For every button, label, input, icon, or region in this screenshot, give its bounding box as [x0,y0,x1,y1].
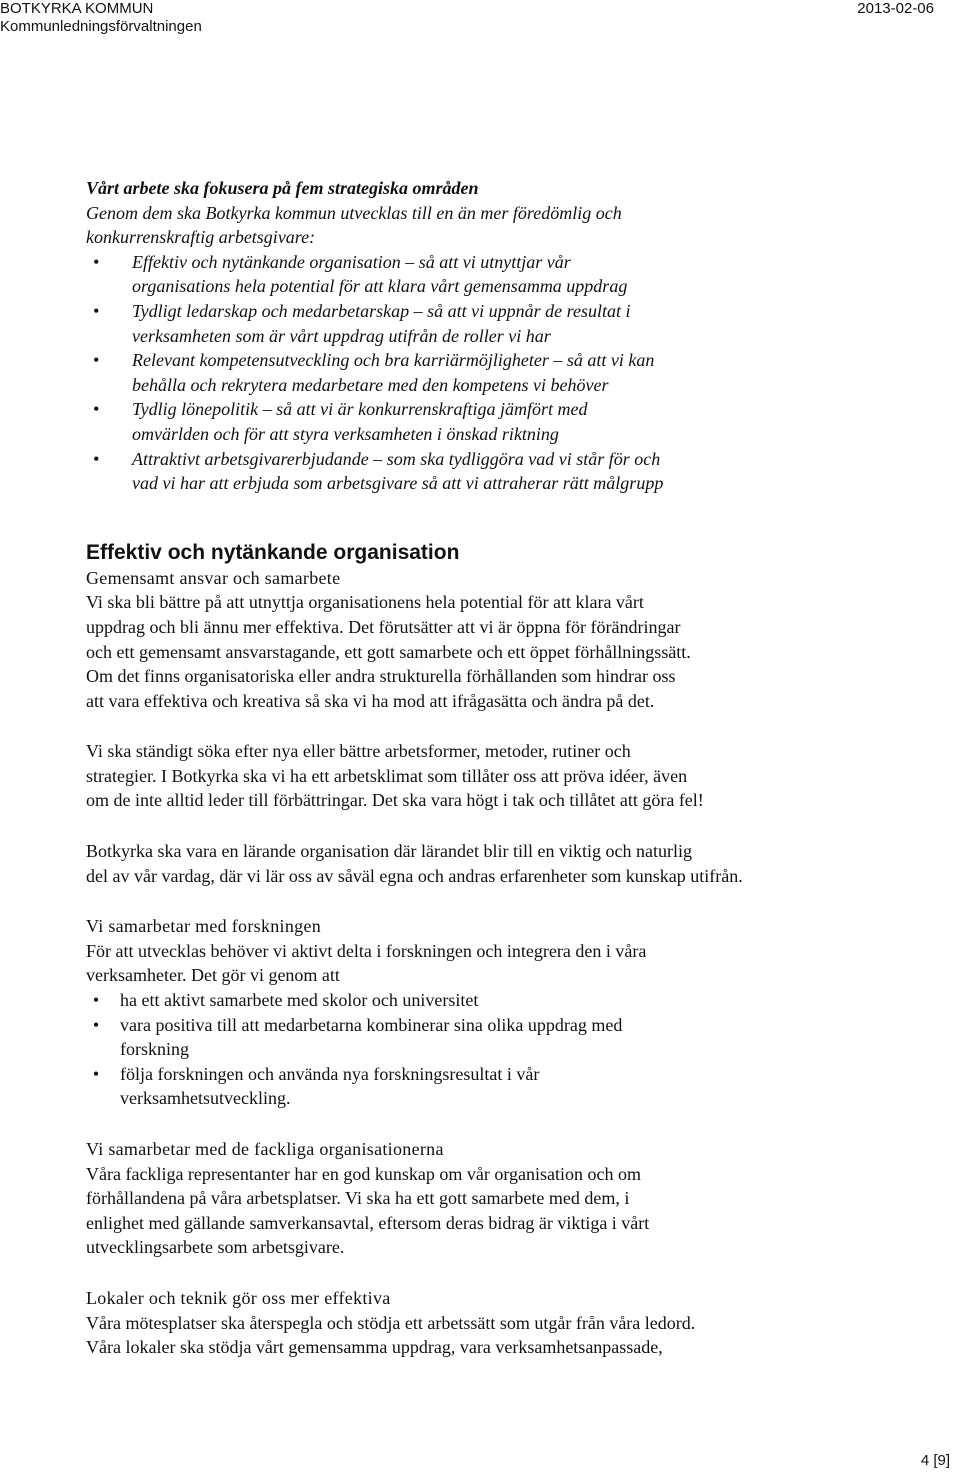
bullet-dot-icon: • [92,1063,100,1084]
intro-paragraph [86,201,936,250]
paragraph-line: del av vår vardag, där vi lär oss av såväl egna och andras erfarenheter som kunskap utifrån. [86,865,743,886]
list-item-line: vara positiva till att medarbetarna kombinerar sina olika uppdrag med [120,1014,623,1035]
paragraph [86,1162,936,1260]
list-item-line: följa forskningen och använda nya forskningsresultat i vår [120,1063,540,1084]
intro-heading: Vårt arbete ska fokusera på fem strategiska områden [86,178,479,198]
list-item-line: Tydlig lönepolitik – så att vi är konkurrenskraftiga jämfört med [132,399,588,420]
paragraph-line: uppdrag och bli ännu mer effektiva. Det förutsätter att vi är öppna för förändringar [86,616,681,637]
paragraph-line: Våra fackliga representanter har en god kunskap om vår organisation och om [86,1163,641,1184]
list-item-line: forskning [120,1039,189,1060]
section-heading: Effektiv och nytänkande organisation [86,540,460,564]
list-item-line: verksamheten som är vårt uppdrag utifrån de roller vi har [132,325,551,346]
strategic-areas-list [86,250,936,496]
subheading: Lokaler och teknik gör oss mer effektiva [86,1287,391,1308]
paragraph-line: och ett gemensamt ansvarstagande, ett gott samarbete och ett öppet förhållningssätt. [86,641,691,662]
list-item [86,1062,936,1111]
list-item-line: behålla och rekrytera medarbetare med den kompetens vi behöver [132,374,609,395]
paragraph-line: Botkyrka ska vara en lärande organisation där lärandet blir till en viktig och naturlig [86,841,692,862]
paragraph-line: verksamheter. Det gör vi genom att [86,965,340,986]
bullet-dot-icon: • [92,448,100,469]
subheading: Gemensamt ansvar och samarbete [86,567,341,588]
list-item-line: organisations hela potential för att klara vårt gemensamma uppdrag [132,276,628,297]
bullet-dot-icon: • [92,1014,100,1035]
page-number: 4 [9] [920,1452,950,1469]
subheading: Vi samarbetar med de fackliga organisationerna [86,1139,444,1159]
paragraph-line: Våra lokaler ska stödja vårt gemensamma uppdrag, vara verksamhetsanpassade, [86,1337,663,1358]
paragraph-line: utvecklingsarbete som arbetsgivare. [86,1237,345,1258]
paragraph-line: Våra mötesplatser ska återspegla och stödja ett arbetssätt som utgår från våra ledord. [86,1312,696,1333]
paragraph-line: Vi ska bli bättre på att utnyttja organisationens hela potential för att klara vårt [86,592,644,613]
paragraph [86,939,936,988]
paragraph [86,590,936,713]
intro-line: Genom dem ska Botkyrka kommun utvecklas till en än mer föredömlig och [86,202,622,223]
paragraph-line: om de inte alltid leder till förbättringar. Det ska vara högt i tak och tillåtet att göra fel! [86,790,704,811]
document-body [86,176,936,1360]
bullet-dot-icon: • [92,251,100,272]
paragraph-line: Vi ska ständigt söka efter nya eller bättre arbetsformer, metoder, rutiner och [86,741,631,762]
paragraph-line: att vara effektiva och kreativa så ska vi ha mod att ifrågasätta och ändra på det. [86,690,655,711]
intro-line: konkurrenskraftig arbetsgivare: [86,227,316,248]
paragraph-line: enlighet med gällande samverkansavtal, eftersom deras bidrag är viktiga i vårt [86,1212,650,1233]
research-list [86,988,936,1111]
paragraph [86,739,936,813]
list-item [86,1013,936,1062]
list-item-line: omvärlden och för att styra verksamheten i önskad riktning [132,423,559,444]
list-item-line: ha ett aktivt samarbete med skolor och universitet [120,990,479,1011]
list-item [86,299,936,348]
bullet-dot-icon: • [92,350,100,371]
bullet-dot-icon: • [92,399,100,420]
paragraph-line: strategier. I Botkyrka ska vi ha ett arbetsklimat som tillåter oss att pröva idéer, även [86,765,688,786]
paragraph-line: förhållandena på våra arbetsplatser. Vi ska ha ett gott samarbete med dem, i [86,1188,630,1209]
list-item [86,988,936,1013]
list-item-line: Tydligt ledarskap och medarbetarskap – så att vi uppnår de resultat i [132,300,631,321]
subheading: Vi samarbetar med forskningen [86,916,322,937]
list-item [86,348,936,397]
paragraph-line: För att utvecklas behöver vi aktivt delta i forskningen och integrera den i våra [86,940,647,961]
list-item [86,250,936,299]
list-item-line: verksamhetsutveckling. [120,1088,291,1109]
paragraph [86,1311,936,1360]
header-date: 2013-02-06 [857,0,934,17]
list-item [86,447,936,496]
list-item-line: Attraktivt arbetsgivarerbjudande – som ska tydliggöra vad vi står för och [132,448,661,469]
list-item-line: vad vi har att erbjuda som arbetsgivare så att vi attraherar rätt målgrupp [132,473,664,494]
list-item-line: Effektiv och nytänkande organisation – så att vi utnyttjar vår [132,251,571,272]
list-item [86,397,936,446]
header-organization: BOTKYRKA KOMMUN [0,0,154,17]
paragraph [86,839,936,888]
paragraph-line: Om det finns organisatoriska eller andra strukturella förhållanden som hindrar oss [86,666,676,687]
list-item-line: Relevant kompetensutveckling och bra karriärmöjligheter – så att vi kan [132,350,655,371]
bullet-dot-icon: • [92,990,100,1011]
bullet-dot-icon: • [92,300,100,321]
header-department: Kommunledningsförvaltningen [0,18,202,35]
